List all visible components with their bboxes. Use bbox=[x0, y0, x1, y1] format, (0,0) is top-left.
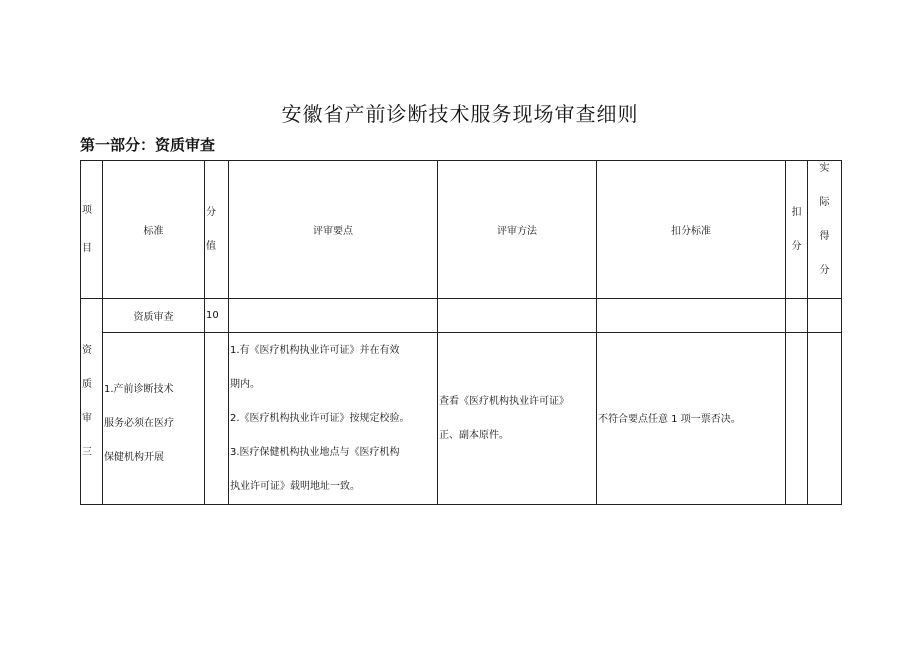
subheader-row bbox=[81, 299, 842, 333]
key-point-line-2: 期内。 bbox=[230, 378, 260, 390]
criteria-row bbox=[81, 333, 842, 505]
header-actual-char-2: 际 bbox=[819, 197, 830, 208]
subheader-empty-2 bbox=[438, 299, 597, 333]
header-score-char-2: 值 bbox=[206, 240, 216, 252]
key-point-line-1: 1.有《医疗机构执业许可证》并在有效 bbox=[230, 344, 400, 356]
standard-line-3: 保健机构开展 bbox=[104, 451, 164, 463]
header-row bbox=[81, 161, 842, 299]
header-score-char-1: 分 bbox=[206, 206, 216, 218]
item-char-2: 质 bbox=[82, 379, 92, 390]
score-empty-cell bbox=[205, 333, 229, 505]
actual-score-empty-cell bbox=[808, 333, 842, 505]
deduction-cell: 不符合要点任意 1 项一票否决。 bbox=[597, 333, 786, 505]
item-char-3: 审 bbox=[82, 413, 92, 424]
standard-cell bbox=[103, 333, 205, 505]
subheader-empty-5 bbox=[808, 299, 842, 333]
header-actual-score-cell bbox=[808, 161, 842, 299]
subheader-standard: 资质审查 bbox=[103, 299, 205, 333]
key-point-line-5: 执业许可证》载明地址一致。 bbox=[230, 480, 360, 492]
header-score-cell bbox=[205, 161, 229, 299]
key-point-line-3: 2.《医疗机构执业许可证》按规定校验。 bbox=[230, 412, 410, 424]
header-deduction-char-2: 分 bbox=[791, 240, 802, 252]
standard-line-1: 1.产前诊断技术 bbox=[104, 383, 174, 395]
section-heading: 第一部分：资质审查 bbox=[80, 136, 216, 154]
header-item-char-1: 项 bbox=[82, 204, 92, 216]
header-item-char-2: 目 bbox=[82, 242, 92, 254]
method-line-2: 正、副本原件。 bbox=[439, 429, 509, 441]
key-point-line-4: 3.医疗保健机构执业地点与《医疗机构 bbox=[230, 446, 400, 458]
header-standard: 标准 bbox=[103, 161, 205, 299]
item-char-4: 三 bbox=[82, 447, 92, 458]
header-deduction-standard: 扣分标准 bbox=[597, 161, 786, 299]
item-char-1: 资 bbox=[82, 345, 92, 356]
header-actual-char-1: 实 bbox=[819, 163, 830, 174]
header-key-points: 评审要点 bbox=[229, 161, 438, 299]
header-method: 评审方法 bbox=[438, 161, 597, 299]
key-points-cell bbox=[229, 333, 438, 505]
subheader-empty-4 bbox=[786, 299, 808, 333]
document-title: 安徽省产前诊断技术服务现场审查细则 bbox=[281, 102, 639, 126]
standard-line-2: 服务必须在医疗 bbox=[104, 417, 174, 429]
header-deduction-char-1: 扣 bbox=[791, 206, 802, 218]
subheader-empty-3 bbox=[597, 299, 786, 333]
header-actual-char-4: 分 bbox=[819, 265, 830, 276]
deduction-empty-cell bbox=[786, 333, 808, 505]
method-cell bbox=[438, 333, 597, 505]
method-line-1: 查看《医疗机构执业许可证》 bbox=[439, 395, 569, 407]
subheader-empty-1 bbox=[229, 299, 438, 333]
qualification-review-table bbox=[80, 160, 842, 505]
subheader-score: 10 bbox=[205, 299, 229, 333]
header-deduction-cell bbox=[786, 161, 808, 299]
item-category-cell bbox=[81, 299, 103, 505]
header-actual-char-3: 得 bbox=[819, 231, 830, 242]
header-item-cell bbox=[81, 161, 103, 299]
